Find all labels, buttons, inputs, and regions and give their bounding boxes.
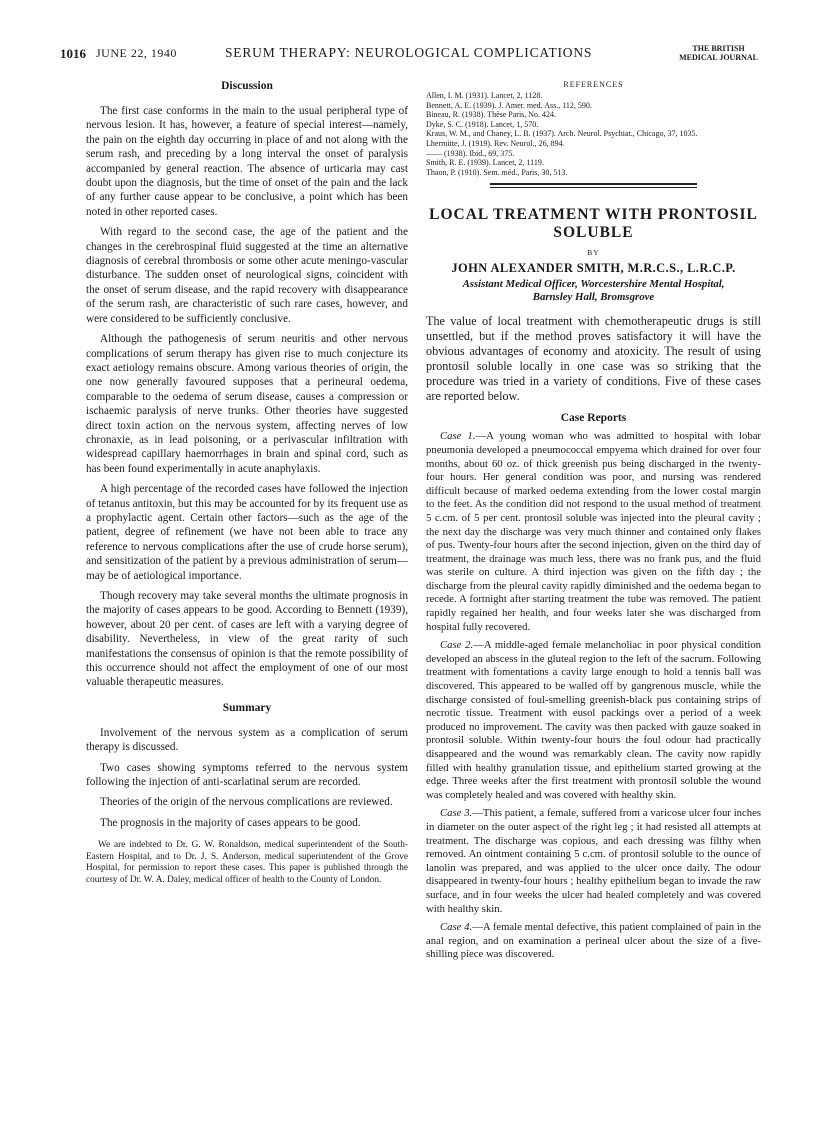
left-column	[86, 80, 408, 886]
journal-line-1: THE BRITISH	[692, 44, 745, 53]
case-report	[426, 807, 761, 916]
article-title-line-2: SOLUBLE	[553, 224, 634, 242]
byline-by: BY	[587, 248, 600, 258]
summary-paragraph: Theories of the origin of the nervous complications are reviewed.	[100, 796, 393, 809]
right-column	[426, 80, 761, 967]
reference-item: Bennett, A. E. (1939). J. Amer. med. Ass., 112, 590.	[426, 100, 592, 110]
discussion-paragraph: The first case conforms in the main to the usual peripheral type of nervous lesion. It has, however, a feature of special interest—namely, the pain on the eighth day occurring in place of and not along with the serum rash, and preceding by a long interval the onset of paralysis accompanied by general reaction. The absence of urticaria may cast doubt upon the diagnosis, but the time of onset of the pain and the lack of any further cause appear to be conclusive, a point which has been noted in other reported cases.	[86, 105, 408, 218]
issue-date: JUNE 22, 1940	[96, 46, 177, 60]
case-text: —A female mental defective, this patient complained of pain in the anal region, and on examination a perineal ulcer about the size of a five-shilling piece was discovered.	[426, 921, 761, 961]
case-reports-heading: Case Reports	[560, 412, 627, 425]
summary-paragraph: The prognosis in the majority of cases appears to be good.	[100, 816, 361, 829]
discussion-paragraph: A high percentage of the recorded cases have followed the injection of tetanus antitoxin, but this may be accounted for by its frequent use as a prophylactic agent. Certain other factors—such as the age of the patient, degree of refinement (we have not been able to trace any reference to nervous complications after the use of crude horse serum), and sensitization of the patient by a previous administration of serum—may be of aetiological importance.	[86, 483, 408, 582]
affiliation-line-1: Assistant Medical Officer, Worcestershire Mental Hospital,	[462, 278, 725, 291]
case-report	[426, 639, 761, 802]
case-text: —A young woman who was admitted to hospital with lobar pneumonia developed a pneumococcal empyema which drained for over four months, about 60 oz. of thick greenish pus being discharged in the twenty-four hours. Her general condition was poor, and nursing was rendered difficult because of marked oedema extending from the lower costal margin to the feet. As the condition did not respond to the usual method of treatment 5 c.cm. of 5 per cent. prontosil soluble was injected into the pleural cavity ; the next day the discharge was very much thinner and contained only flakes of pus. Twenty-four hours after the second injection, given on the third day of treatment, the drainage was much less, there was no frank pus, and the fluid was sterile on culture. A third injection was given on the fifth day ; the discharge from the pleural cavity rapidly diminished and the oedema began to recede. A fortnight after starting treatment the tube was removed. The patient rapidly regained her health, and four weeks later she was discharged from hospital fully recovered.	[426, 430, 761, 633]
references-title: REFERENCES	[563, 80, 624, 89]
reference-item: Kraus, W. M., and Chaney, L. B. (1937). Arch. Neurol. Psychiat., Chicago, 37, 1035.	[426, 129, 698, 139]
article-title-line-1: LOCAL TREATMENT WITH PRONTOSIL	[429, 206, 758, 224]
journal-name	[679, 44, 758, 62]
reference-item: Dyke, S. C. (1918). Lancet, 1, 570.	[426, 119, 539, 129]
acknowledgment: We are indebted to Dr. G. W. Ronaldson, medical superintendent of the South-Eastern Hospital, and to Dr. J. S. Anderson, medical superintendent of the Grove Hospital, for permission to report these cases. This paper is published through the courtesy of Dr. W. A. Daley, medical officer of health to the County of London.	[86, 840, 408, 885]
case-label: Case 4.	[440, 921, 473, 934]
summary-paragraph: Involvement of the nervous system as a complication of serum therapy is discussed.	[86, 726, 408, 754]
case-report	[426, 921, 761, 962]
section-divider-thick	[490, 183, 697, 185]
references-block	[426, 80, 761, 177]
reference-item: Bineau, R. (1938). Thèse Paris, No. 424.	[426, 110, 557, 120]
author-affiliation	[426, 278, 761, 304]
case-label: Case 1.	[440, 430, 476, 443]
discussion-paragraph: Though recovery may take several months the ultimate prognosis in the majority of cases appears to be good. According to Bennett (1939), however, about 20 per cent. of cases are left with a varying degree of disability. Nevertheless, in view of the great rarity of such manifestations the consensus of opinion is that the remote possibility of this occurrence should not affect the employment of one of our most valuable therapeutic measures.	[86, 590, 408, 689]
journal-line-2: MEDICAL JOURNAL	[679, 53, 758, 62]
reference-item: Lhermitte, J. (1919). Rev. Neurol., 26, 894.	[426, 138, 565, 148]
summary-paragraph: Two cases showing symptoms referred to the nervous system following the injection of anti-scarlatinal serum are recorded.	[86, 761, 408, 789]
case-report	[426, 430, 761, 634]
affiliation-line-2: Barnsley Hall, Bromsgrove	[532, 291, 655, 304]
running-title: SERUM THERAPY: NEUROLOGICAL COMPLICATIONS	[225, 45, 593, 60]
case-label: Case 3.	[440, 807, 473, 820]
reference-item: Smith, R. E. (1939). Lancet, 2, 1119.	[426, 158, 544, 168]
article-lead: The value of local treatment with chemotherapeutic drugs is still unsettled, but if the method proves satisfactory it will have the obvious advantages of economy and atoxicity. The result of using prontosil soluble locally in one case was so striking that the procedure was tried in a variety of conditions. Five of these cases are reported below.	[426, 314, 761, 404]
running-header	[60, 42, 758, 66]
discussion-paragraph: Although the pathogenesis of serum neuritis and other nervous complications of serum therapy has given rise to much conjecture its exact aetiology remains obscure. Among various theories of origin, the one now generally favoured supposes that a perineural oedema, comparable to the oedema of serum disease, causes a compression or ischaemic paralysis of nerve trunks. Other theories have suggested direct toxin action on the nervous system, affecting nerves of low chronaxie, as in lead poisoning, or a perivascular infiltration with widespread capillary haemorrhages in brain and spinal cord, such as has been found experimentally in acute anaphylaxis.	[86, 333, 408, 475]
discussion-paragraph: With regard to the second case, the age of the patient and the changes in the cerebrospinal fluid suggested at the time an alternative diagnosis of cerebral thrombosis or some other acute meningo-vascular disturbance. The sudden onset of neurological signs, coincident with the onset of serum disease, and the rapid recovery with disappearance of the serum rash, are characteristic of such rare cases, however, and were considered to be sufficiently conclusive.	[86, 226, 408, 325]
reference-item: Allen, I. M. (1931). Lancet, 2, 1128.	[426, 91, 543, 100]
page-number: 1016	[60, 46, 86, 61]
case-text: —This patient, a female, suffered from a varicose ulcer four inches in diameter on the outer aspect of the right leg ; it had resisted all attempts at treatment. The discharge was copious, and each dressing was filthy when removed. An ointment containing 5 c.cm. of prontosil soluble to the ounce of lanolin was prepared, and was applied to the ulcer once daily. The odour disappeared in twenty-four hours ; healthy epithelium began to invade the raw surface, and in four weeks the ulcer had healed completely and was covered with healthy skin.	[426, 807, 761, 915]
case-label: Case 2.	[440, 639, 474, 652]
reference-item: —— (1938). Ibid., 69, 375.	[426, 148, 515, 158]
summary-heading: Summary	[222, 701, 272, 714]
case-text: —A middle-aged female melancholiac in poor physical condition developed an abscess in the gluteal region to the left of the sacrum. Following treatment with fomentations a cavity large enough to hold a tennis ball was discovered. This appeared to be walled off by gangrenous muscle, while the discharge consisted of foul-smelling greenish-black pus containing strips of necrotic tissue. Treatment with eusol packings over a period of a week produced no improvement. The cavity was then packed with gauze soaked in prontosil soluble. Within twenty-four hours the foul odour had practically disappeared and the wound was remarkably clean. The cavity now rapidly filled with healthy granulation tissue, and epithelium started growing at the edge. Three weeks after the first treatment with prontosil soluble the wound was completely healed and was covered with healthy skin.	[426, 639, 762, 801]
reference-item: Thaon, P. (1910). Sem. méd., Paris, 30, 513.	[426, 167, 568, 177]
article-title	[426, 206, 761, 242]
section-divider-thin	[490, 187, 697, 188]
author-name: JOHN ALEXANDER SMITH, M.R.C.S., L.R.C.P.	[451, 261, 736, 276]
discussion-heading: Discussion	[221, 80, 273, 92]
